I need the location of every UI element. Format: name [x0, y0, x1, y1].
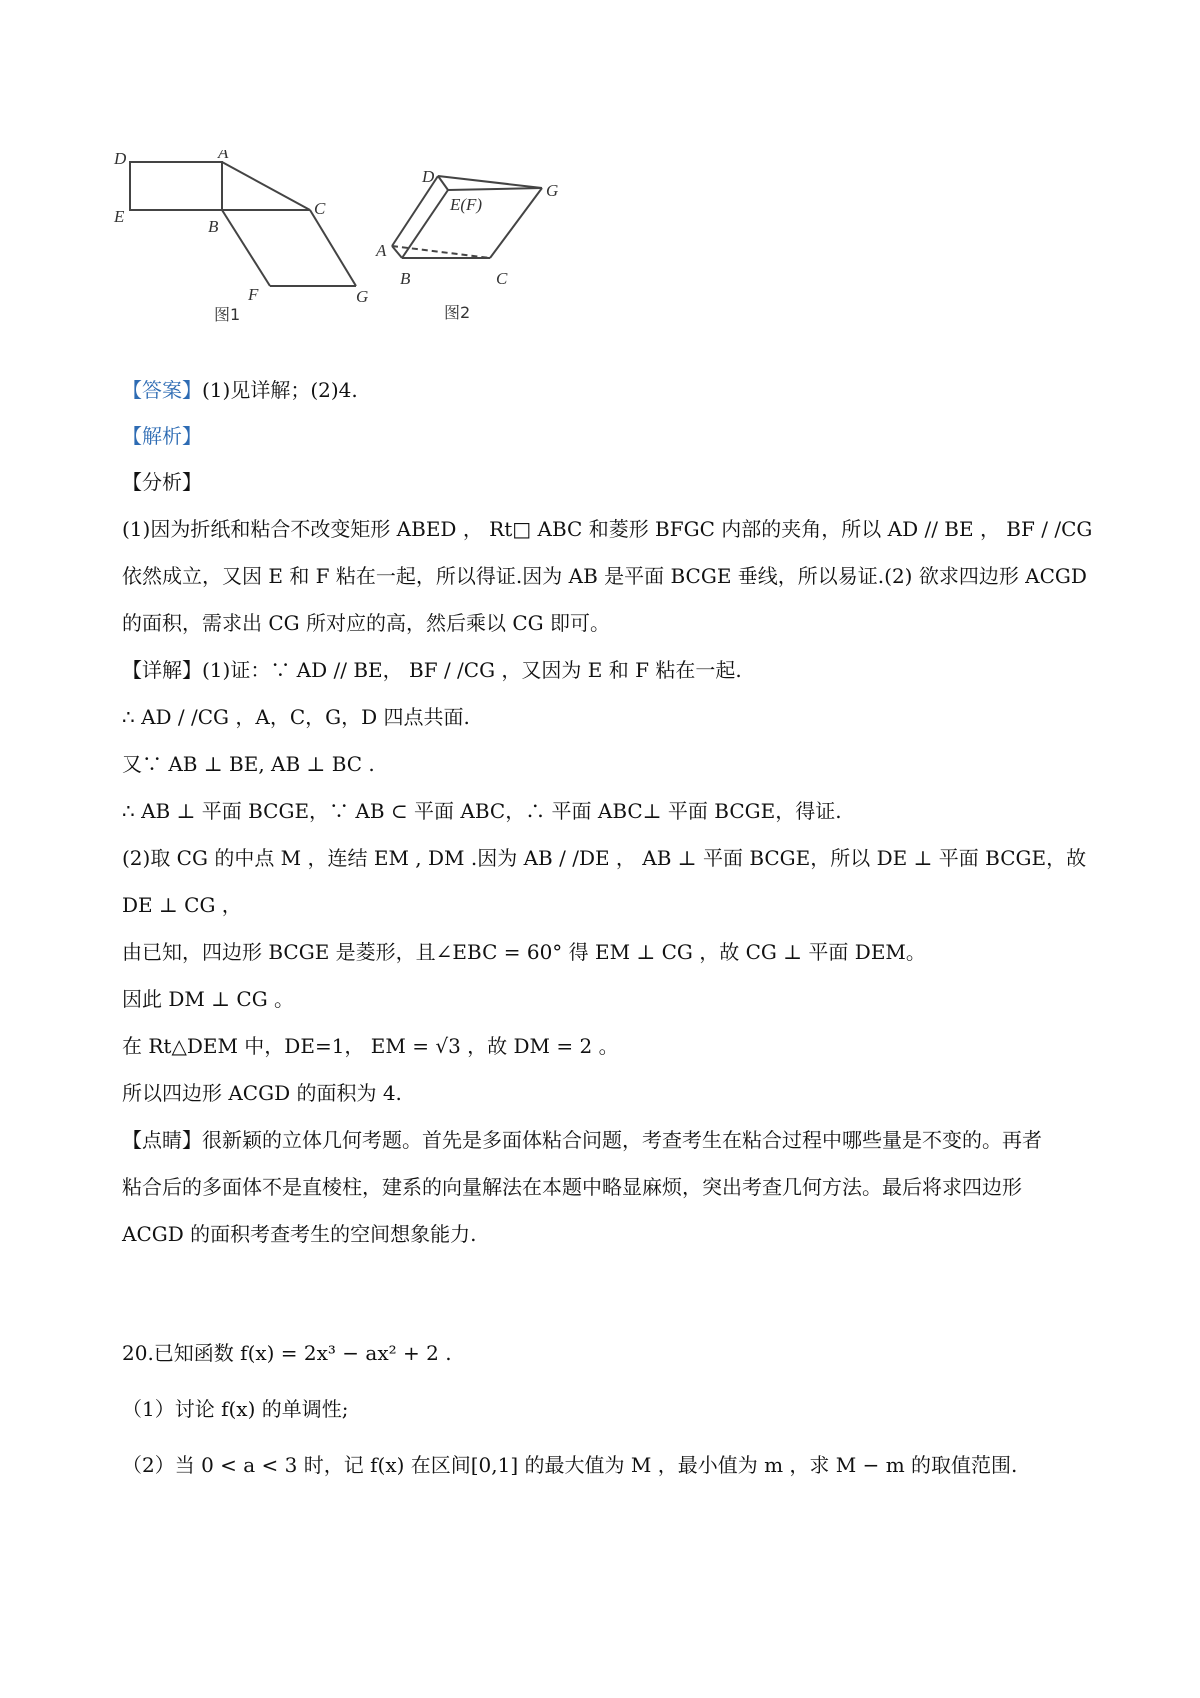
fig1-label-d: D [114, 150, 127, 168]
detail-line-1: 【详解】(1)证：∵ AD // BE， BF / /CG ，又因为 E 和 F 粘在一起. [122, 658, 742, 682]
fig1-label-e: E [114, 207, 125, 226]
problem20-q1: （1）讨论 f(x) 的单调性; [122, 1397, 349, 1421]
fenxi-line-1: (1)因为折纸和粘合不改变矩形 ABED ， Rt□ ABC 和菱形 BFGC 内部的夹角，所以 AD // BE ， BF / /CG [122, 517, 1093, 541]
fig1-label-b: B [208, 217, 219, 236]
analysis-tag: 【解析】 [122, 424, 202, 448]
detail-line-8: 因此 DM ⊥ CG 。 [122, 987, 295, 1011]
edge-da [392, 176, 438, 246]
comment-line-2: 粘合后的多面体不是直棱柱，建系的向量解法在本题中略显麻烦，突出考查几何方法。最后将求四边形 [122, 1175, 1022, 1199]
problem20-q2: （2）当 0 < a < 3 时，记 f(x) 在区间[0,1] 的最大值为 M ，最小值为 m ，求 M − m 的取值范围. [122, 1453, 1018, 1477]
edge-ac [222, 162, 310, 210]
detail-line-10: 所以四边形 ACGD 的面积为 4. [122, 1081, 402, 1105]
detail-line-2: ∴ AD / /CG ，A，C，G，D 四点共面. [122, 705, 470, 729]
edge-dg [438, 176, 542, 188]
edge-eb [402, 190, 448, 258]
edge-ab [392, 246, 402, 258]
rectangle-abed [130, 162, 222, 210]
edge-eg [448, 188, 542, 190]
problem20-stem: 20.已知函数 f(x) = 2x³ − ax² + 2 . [122, 1341, 452, 1365]
figure2-caption: 图2 [444, 303, 471, 322]
answer-text: (1)见详解；(2)4. [202, 378, 358, 402]
fig1-label-f: F [248, 285, 259, 304]
fig1-label-c: C [314, 199, 326, 218]
fig2-label-a: A [376, 241, 387, 260]
figures [110, 150, 630, 360]
comment-line-1: 【点睛】很新颖的立体几何考题。首先是多面体粘合问题，考查考生在粘合过程中哪些量是不变的。再者 [122, 1128, 1042, 1152]
answer-tag: 【答案】 [122, 378, 202, 402]
detail-line-3: 又∵ AB ⊥ BE, AB ⊥ BC . [122, 752, 375, 776]
figure1-caption: 图1 [214, 305, 241, 324]
edge-gc [490, 188, 542, 258]
fig1-label-g: G [356, 287, 369, 306]
edge-bf [222, 210, 270, 286]
detail-line-7: 由已知，四边形 BCGE 是菱形，且∠EBC = 60° 得 EM ⊥ CG ，故 CG ⊥ 平面 DEM。 [122, 940, 926, 964]
edge-de [438, 176, 448, 190]
analysis-line [122, 421, 1102, 451]
fig2-label-c: C [496, 269, 508, 288]
fenxi-line-3: 的面积，需求出 CG 所对应的高，然后乘以 CG 即可。 [122, 611, 610, 635]
detail-line-4: ∴ AB ⊥ 平面 BCGE，∵ AB ⊂ 平面 ABC，∴ 平面 ABC⊥ 平面 BCGE，得证. [122, 799, 842, 823]
comment-line-3: ACGD 的面积考查考生的空间想象能力. [122, 1222, 477, 1246]
fig1-label-a: A [218, 150, 229, 162]
fig2-label-g: G [546, 181, 559, 200]
fenxi-line-2: 依然成立，又因 E 和 F 粘在一起，所以得证.因为 AB 是平面 BCGE 垂线，所以易证.(2) 欲求四边形 ACGD [122, 564, 1087, 588]
geometry-figures [110, 150, 630, 360]
fig2-label-b: B [400, 269, 411, 288]
edge-cg [310, 210, 356, 286]
detail-line-5: (2)取 CG 的中点 M ，连结 EM , DM .因为 AB / /DE ， AB ⊥ 平面 BCGE，所以 DE ⊥ 平面 BCGE，故 [122, 846, 1087, 870]
detail-line-9: 在 Rt△DEM 中，DE=1， EM = √3 ，故 DM = 2 。 [122, 1034, 619, 1058]
fenxi-tag: 【分析】 [122, 470, 202, 494]
fig2-label-d: D [422, 167, 435, 186]
detail-line-6: DE ⊥ CG ， [122, 893, 242, 917]
answer-line [122, 375, 1102, 405]
fig2-label-ef: E(F) [450, 195, 483, 214]
